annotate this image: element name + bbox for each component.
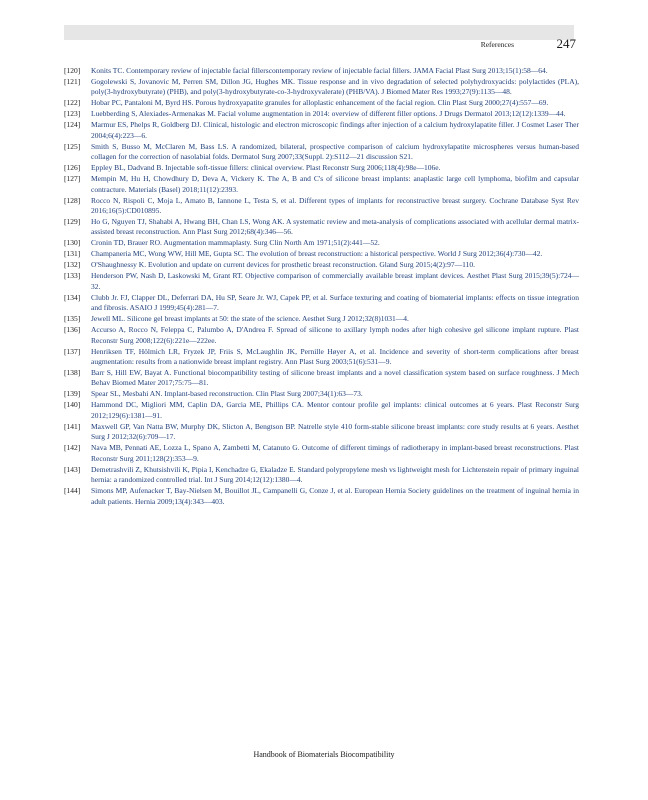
reference-item bbox=[64, 196, 579, 217]
reference-text[interactable]: Luebberding S, Alexiades-Armenakas M. Facial volume augmentation in 2014: overview of different filler options. J Drugs Dermatol 2013;12(12):1339—44. bbox=[91, 109, 566, 119]
reference-text[interactable]: Cronin TD, Brauer RO. Augmentation mammaplasty. Surg Clin North Am 1971;51(2):441—52. bbox=[91, 238, 380, 248]
reference-text[interactable]: Henderson PW, Nash D, Laskowski M, Grant RT. Objective comparison of commercially available breast implant devices. Aesthet Plast Surg 2015;39(5):724—32. bbox=[91, 271, 579, 291]
reference-text[interactable]: Jewell ML. Silicone gel breast implants at 50: the state of the science. Aesthet Surg J 2012;32(8)1031—4. bbox=[91, 314, 409, 324]
reference-item bbox=[64, 260, 579, 270]
reference-number: [121] bbox=[64, 77, 81, 86]
reference-text[interactable]: Henriksen TF, Hölmich LR, Fryzek JP, Friis S, McLaughlin JK, Pernille Høyer A, et al. Incidence and severity of short-term complications after breast augmentation: results from a nationwide breast implant registry. Ann Plast Surg 2003;51(6):531—9. bbox=[91, 346, 579, 367]
reference-number: [134] bbox=[64, 292, 81, 302]
reference-number: [129] bbox=[64, 217, 81, 227]
reference-item bbox=[64, 389, 579, 399]
reference-item bbox=[64, 66, 579, 76]
reference-item bbox=[64, 368, 579, 389]
reference-text[interactable]: Gogolewski S, Jovanovic M, Perren SM, Dillon JG, Hughes MK. Tissue response and in vivo degradation of selected polyhydroxyacids: polylactides (PLA), poly(3-hydroxybutyrate) (PHB), and poly(3-hydroxybutyrate-co-3-hydroxyvalerate) (PHB/VA). J Biomed Mater Res 1993;27(9):1135—48. bbox=[91, 77, 579, 97]
reference-item bbox=[64, 347, 579, 368]
reference-number: [139] bbox=[64, 389, 81, 399]
reference-item bbox=[64, 422, 579, 443]
reference-text[interactable]: Simons MP, Aufenacker T, Bay-Nielsen M, Bouillot JL, Campanelli G, Conze J, et al. European Hernia Society guidelines on the treatment of inguinal hernia in adult patients. Hernia 2009;13(4):343—403. bbox=[91, 486, 579, 506]
reference-number: [136] bbox=[64, 325, 81, 335]
reference-list bbox=[64, 66, 579, 508]
reference-item bbox=[64, 293, 579, 314]
reference-text[interactable]: Eppley BL, Dadvand B. Injectable soft-tissue fillers: clinical overview. Plast Reconstr Surg 2006;118(4):98e—106e. bbox=[91, 163, 441, 173]
reference-text[interactable]: Konits TC. Contemporary review of injectable facial fillerscontemporary review of injectable facial fillers. JAMA Facial Plast Surg 2013;15(1):58—64. bbox=[91, 66, 548, 75]
reference-number: [127] bbox=[64, 174, 81, 184]
reference-item bbox=[64, 486, 579, 507]
reference-number: [142] bbox=[64, 443, 81, 453]
reference-item bbox=[64, 217, 579, 238]
page-number: 247 bbox=[556, 36, 576, 51]
reference-text[interactable]: Accurso A, Rocco N, Feleppa C, Palumbo A, D'Andrea F. Spread of silicone to axillary lymph nodes after high cohesive gel silicone implant rupture. Plast Reconstr Surg 2008;122(6):221e—222ee. bbox=[91, 325, 579, 345]
reference-text[interactable]: Champaneria MC, Wong WW, Hill ME, Gupta SC. The evolution of breast reconstruction: a historical perspective. World J Surg 2012;36(4):730—42. bbox=[91, 249, 543, 259]
reference-number: [132] bbox=[64, 260, 81, 270]
reference-number: [128] bbox=[64, 195, 81, 205]
reference-text[interactable]: Ho G, Nguyen TJ, Shahabi A, Hwang BH, Chan LS, Wong AK. A systematic review and meta-analysis of complications associated with acellular dermal matrix-assisted breast reconstruction. Ann Plast Surg 2012;68(4):346—56. bbox=[91, 217, 579, 237]
book-title: Handbook of Biomaterials Biocompatibility bbox=[253, 750, 395, 759]
reference-text[interactable]: Marmur ES, Phelps R, Goldberg DJ. Clinical, histologic and electron microscopic findings after injection of a calcium hydroxylapatite filler. J Cosmet Laser Ther 2004;6(4):223—6. bbox=[91, 120, 579, 140]
reference-item bbox=[64, 465, 579, 486]
reference-item bbox=[64, 142, 579, 163]
reference-number: [135] bbox=[64, 314, 81, 324]
reference-item bbox=[64, 238, 579, 248]
reference-number: [125] bbox=[64, 141, 81, 151]
reference-text[interactable]: Smith S, Busso M, McClaren M, Bass LS. A randomized, bilateral, prospective comparison of calcium hydroxylapatite microspheres versus human-based collagen for the correction of nasolabial folds. Dermatol Surg 2007;33(Suppl. 2):S112—21 discussion S21. bbox=[91, 141, 579, 162]
reference-number: [133] bbox=[64, 271, 81, 281]
reference-text[interactable]: Hammond DC, Migliori MM, Caplin DA, Garcia ME, Phillips CA. Mentor contour profile gel implants: clinical outcomes at 6 years. Plast Reconstr Surg 2012;129(6):1381—91. bbox=[91, 400, 579, 420]
reference-text[interactable]: Nava MB, Pennati AE, Lozza L, Spano A, Zambetti M, Catanuto G. Outcome of different timings of radiotherapy in implant-based breast reconstructions. Plast Reconstr Surg 2011;128(2):353—9. bbox=[91, 443, 579, 463]
reference-item bbox=[64, 98, 579, 108]
reference-item bbox=[64, 325, 579, 346]
reference-item bbox=[64, 163, 579, 173]
running-title: References bbox=[480, 40, 514, 49]
reference-item bbox=[64, 271, 579, 292]
reference-item bbox=[64, 120, 579, 141]
reference-item bbox=[64, 109, 579, 119]
reference-number: [131] bbox=[64, 249, 81, 259]
reference-item bbox=[64, 174, 579, 195]
reference-text[interactable]: Rocco N, Rispoli C, Moja L, Amato B, Iannone L, Testa S, et al. Different types of implants for reconstructive breast surgery. Cochrane Database Syst Rev 2016;16(5):CD010895. bbox=[91, 195, 579, 216]
reference-number: [137] bbox=[64, 346, 81, 356]
reference-number: [130] bbox=[64, 238, 81, 248]
reference-item bbox=[64, 314, 579, 324]
reference-number: [141] bbox=[64, 421, 81, 431]
reference-text[interactable]: Demetrashvili Z, Khutsishvili K, Pipia I, Kenchadze G, Ekaladze E. Standard polypropylene mesh vs lightweight mesh for Lichtenstein repair of primary inguinal hernia: a randomized controlled trial. Int J Surg 2014;12(12):1380—4. bbox=[91, 464, 579, 485]
reference-item bbox=[64, 77, 579, 98]
reference-text[interactable]: Maxwell GP, Van Natta BW, Murphy DK, Slicton A, Bengtson BP. Natrelle style 410 form-stable silicone breast implants: core study results at 6 years. Aesthet Surg J 2012;32(6):709—17. bbox=[91, 421, 579, 442]
reference-number: [143] bbox=[64, 464, 81, 474]
header-bar bbox=[64, 25, 574, 40]
reference-number: [122] bbox=[64, 98, 81, 108]
reference-number: [124] bbox=[64, 120, 81, 130]
reference-number: [144] bbox=[64, 486, 81, 496]
reference-item bbox=[64, 400, 579, 421]
reference-item bbox=[64, 443, 579, 464]
reference-number: [140] bbox=[64, 400, 81, 410]
reference-number: [126] bbox=[64, 163, 81, 173]
reference-number: [120] bbox=[64, 66, 81, 75]
reference-text[interactable]: Hobar PC, Pantaloni M, Byrd HS. Porous hydroxyapatite granules for alloplastic enhancement of the facial region. Clin Plast Surg 2000;27(4):557—69. bbox=[91, 98, 549, 108]
reference-text[interactable]: O'Shaughnessy K. Evolution and update on current devices for prosthetic breast reconstruction. Gland Surg 2015;4(2):97—110. bbox=[91, 260, 475, 270]
reference-text[interactable]: Mempin M, Hu H, Chowdhury D, Deva A, Vickery K. The A, B and C's of silicone breast implants: anaplastic large cell lymphoma, biofilm and capsular contracture. Materials (Basel) 2018;11(12):2393. bbox=[91, 174, 579, 194]
reference-text[interactable]: Clubb Jr. FJ, Clapper DL, Deferrari DA, Hu SP, Seare Jr. WJ, Capek PP, et al. Surface texturing and coating of biomaterial implants: effects on tissue integration and fibrosis. ASAIO J 1999;45(4):281—7. bbox=[91, 292, 579, 313]
reference-number: [123] bbox=[64, 109, 81, 119]
reference-item bbox=[64, 249, 579, 259]
reference-number: [138] bbox=[64, 368, 81, 378]
reference-text[interactable]: Spear SL, Mesbahi AN. Implant-based reconstruction. Clin Plast Surg 2007;34(1):63—73. bbox=[91, 389, 363, 399]
reference-text[interactable]: Barr S, Hill EW, Bayat A. Functional biocompatibility testing of silicone breast implants and a novel classification system based on surface roughness. J Mech Behav Biomed Mater 2017;75:75—81. bbox=[91, 368, 579, 388]
